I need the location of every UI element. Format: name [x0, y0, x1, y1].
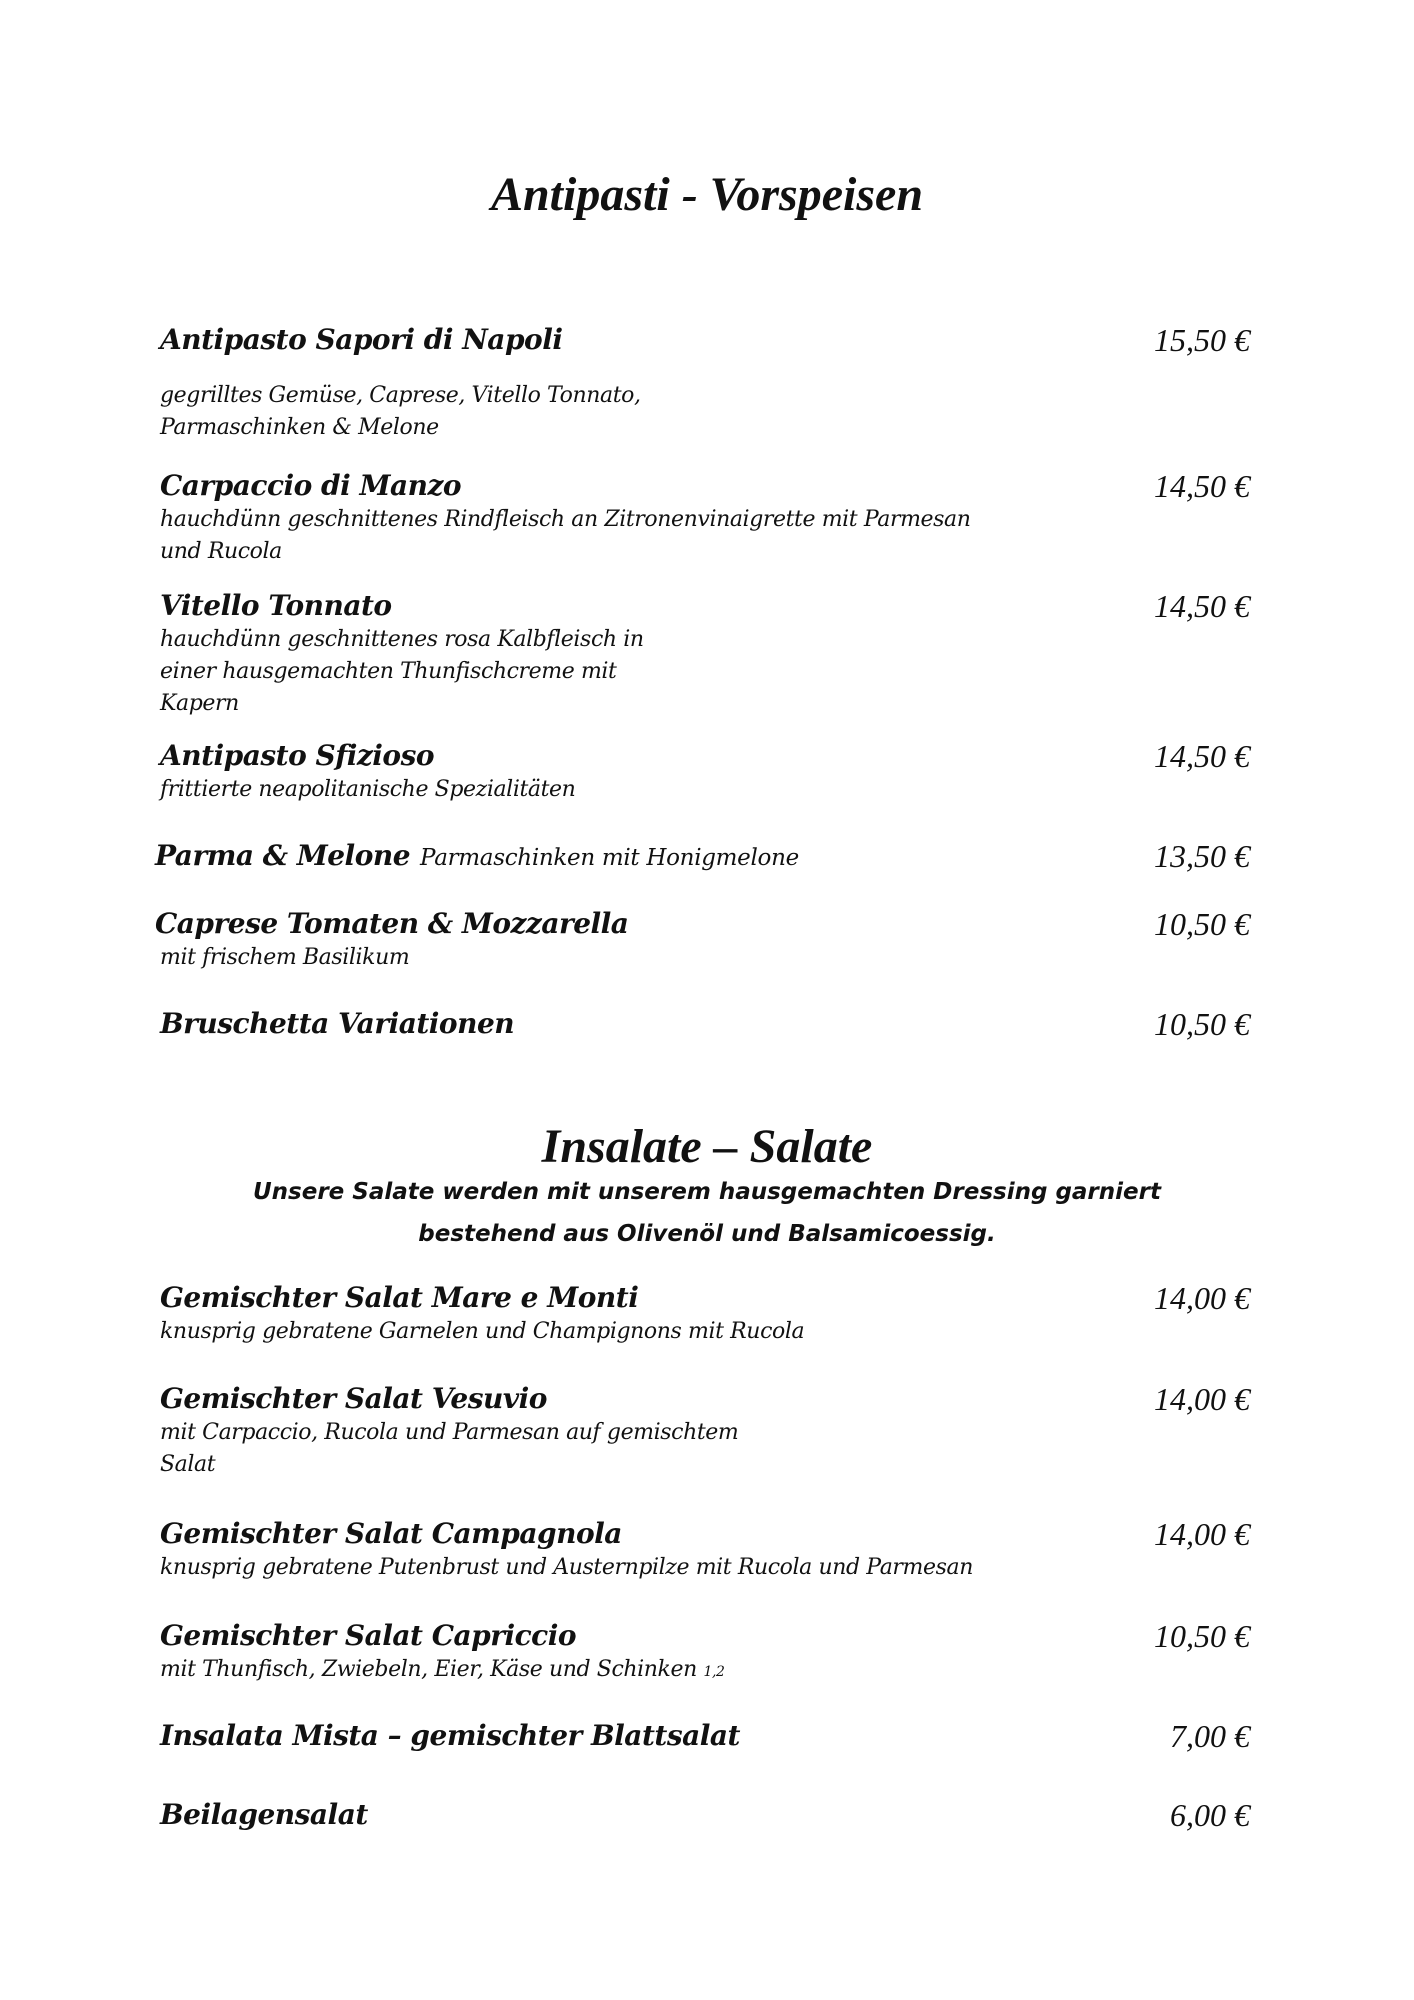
menu-item-vitello-tonnato — [160, 588, 1250, 720]
item-name: Beilagensalat — [160, 1798, 368, 1831]
item-price: 15,50 € — [1154, 322, 1250, 358]
item-price: 13,50 € — [1154, 838, 1250, 874]
item-price: 14,00 € — [1154, 1280, 1250, 1316]
item-price: 14,50 € — [1154, 738, 1250, 774]
item-description-line: einer hausgemachten Thunfischcreme mit — [160, 659, 617, 684]
item-description-line: Kapern — [160, 691, 239, 716]
item-inline-description: Parmaschinken mit Honigmelone — [420, 845, 799, 871]
item-price: 14,00 € — [1154, 1516, 1250, 1552]
menu-item-salat-campagnola — [160, 1516, 1250, 1584]
item-name-text: Parma & Melone — [155, 839, 411, 872]
menu-item-beilagensalat — [160, 1797, 1250, 1833]
menu-item-antipasto-sfizioso — [160, 738, 1250, 806]
item-description-line: Salat — [160, 1452, 216, 1477]
antipasti-section-title: Antipasti - Vorspeisen — [490, 168, 924, 221]
item-description-line: gegrilltes Gemüse, Caprese, Vitello Tonnato, — [160, 383, 641, 408]
item-name: Caprese Tomaten & Mozzarella — [155, 907, 629, 940]
item-price: 14,50 € — [1154, 468, 1250, 504]
item-name: Bruschetta Variationen — [160, 1007, 515, 1040]
menu-item-salat-vesuvio — [160, 1381, 1250, 1481]
salad-dressing-note-line: bestehend aus Olivenöl und Balsamicoessig. — [418, 1221, 996, 1247]
menu-item-salat-mare-e-monti — [160, 1280, 1250, 1348]
item-name: Insalata Mista – gemischter Blattsalat — [160, 1719, 740, 1752]
item-description-line: mit frischem Basilikum — [160, 945, 410, 970]
menu-item-salat-capriccio — [160, 1618, 1250, 1688]
item-description-line — [160, 1654, 1250, 1688]
item-name: Antipasto Sapori di Napoli — [160, 323, 563, 356]
item-name: Gemischter Salat Vesuvio — [160, 1382, 547, 1415]
item-description-line: knusprig gebratene Putenbrust und Austernpilze mit Rucola und Parmesan — [160, 1555, 973, 1580]
item-description-text: mit Thunfisch, Zwiebeln, Eier, Käse und Schinken — [160, 1657, 697, 1682]
item-price: 14,00 € — [1154, 1381, 1250, 1417]
menu-item-bruschetta — [160, 1006, 1250, 1042]
item-description-line: hauchdünn geschnittenes Rindfleisch an Zitronenvinaigrette mit Parmesan — [160, 507, 971, 532]
item-description-line: knusprig gebratene Garnelen und Champignons mit Rucola — [160, 1319, 805, 1344]
item-price: 10,50 € — [1154, 906, 1250, 942]
allergen-note: 1,2 — [703, 1664, 725, 1680]
menu-item-insalata-mista — [160, 1718, 1250, 1754]
item-name: Gemischter Salat Campagnola — [160, 1517, 622, 1550]
menu-item-caprese — [155, 906, 1250, 974]
item-price: 14,50 € — [1154, 588, 1250, 624]
insalate-section-title: Insalate – Salate — [541, 1120, 873, 1173]
item-description-line: frittierte neapolitanische Spezialitäten — [160, 777, 576, 802]
item-description-line: mit Carpaccio, Rucola und Parmesan auf gemischtem — [160, 1420, 739, 1445]
item-description-line: und Rucola — [160, 539, 282, 564]
item-name: Gemischter Salat Capriccio — [160, 1619, 577, 1652]
item-name: Antipasto Sfizioso — [160, 739, 435, 772]
item-price: 6,00 € — [1170, 1797, 1250, 1833]
menu-item-antipasto-sapori-di-napoli — [160, 322, 1250, 444]
item-name: Gemischter Salat Mare e Monti — [160, 1281, 639, 1314]
item-description-line: hauchdünn geschnittenes rosa Kalbfleisch in — [160, 627, 644, 652]
item-price: 10,50 € — [1154, 1618, 1250, 1654]
menu-item-carpaccio-di-manzo — [160, 468, 1250, 568]
menu-item-parma-melone — [155, 838, 1250, 874]
item-price: 10,50 € — [1154, 1006, 1250, 1042]
salad-dressing-note-line: Unsere Salate werden mit unserem hausgemachten Dressing garniert — [253, 1179, 1161, 1205]
item-name: Vitello Tonnato — [160, 589, 392, 622]
item-description-line: Parmaschinken & Melone — [160, 415, 439, 440]
item-price: 7,00 € — [1170, 1718, 1250, 1754]
item-name: Carpaccio di Manzo — [160, 469, 462, 502]
item-name — [155, 838, 799, 876]
